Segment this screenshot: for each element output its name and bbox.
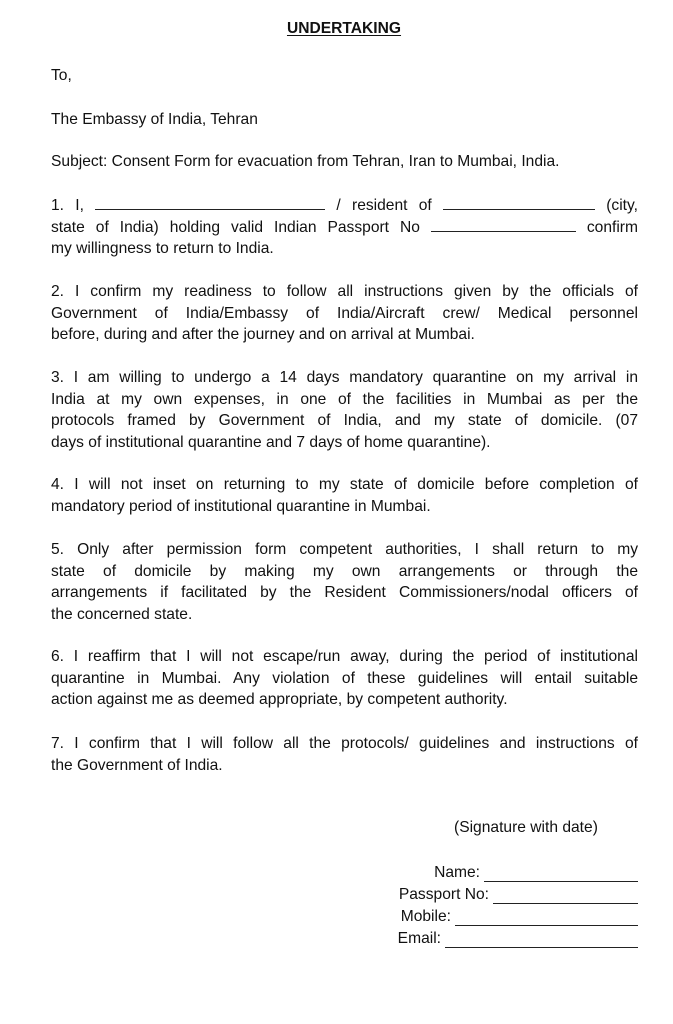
paragraph-6: 6. I reaffirm that I will not escape/run away, during the period of institutional quarantine in Mumbai. Any violation of these guidelines will entail suitable action against me as deemed appropriate, by competent authority. (51, 648, 638, 708)
subject-line: Subject: Consent Form for evacuation from Tehran, Iran to Mumbai, India. (51, 153, 560, 170)
passport-field-row (300, 882, 638, 904)
name-field-line[interactable] (484, 867, 638, 882)
paragraph-7: 7. I confirm that I will follow all the protocols/ guidelines and instructions of the Government of India. (51, 735, 638, 774)
email-label: Email: (397, 930, 441, 947)
signature-label: (Signature with date) (454, 819, 598, 836)
paragraph-1 (51, 195, 638, 260)
mobile-label: Mobile: (400, 908, 451, 925)
paragraph-5: 5. Only after permission form competent authorities, I shall return to my state of domicile by making my own arrangements or through the arrangements if facilitated by the Resident Commissioners/nodal officers of the concerned state. (51, 541, 638, 623)
passport-no-blank[interactable] (431, 217, 576, 232)
name-blank[interactable] (95, 195, 325, 210)
name-field-row (300, 860, 638, 882)
salutation: To, (51, 67, 72, 84)
document-title: UNDERTAKING (286, 20, 402, 37)
paragraph-1-line-2: state of India) holding valid Indian Passport No confirm (51, 218, 638, 236)
paragraph-1-line-3: my willingness to return to India. (51, 240, 274, 257)
paragraph-1-line-1: 1. I, / resident of (city, (51, 197, 638, 214)
paragraph-2: 2. I confirm my readiness to follow all instructions given by the officials of Government of India/Embassy of India/Aircraft crew/ Medical personnel before, during and after the journey and on arrival at Mumbai. (51, 283, 638, 343)
passport-label: Passport No: (398, 886, 489, 903)
mobile-field-row (300, 904, 638, 926)
paragraph-3: 3. I am willing to undergo a 14 days mandatory quarantine on my arrival in India at my own expenses, in one of the facilities in Mumbai as per the protocols framed by Government of India, and my state of domicile. (07 days of institutional quarantine and 7 days of home quarantine). (51, 369, 638, 451)
mobile-field-line[interactable] (455, 911, 638, 926)
paragraph-4: 4. I will not inset on returning to my state of domicile before completion of mandatory period of institutional quarantine in Mumbai. (51, 476, 638, 515)
email-field-row (300, 926, 638, 948)
city-blank[interactable] (443, 195, 595, 210)
name-label: Name: (434, 864, 480, 881)
email-field-line[interactable] (445, 933, 638, 948)
addressee: The Embassy of India, Tehran (51, 111, 258, 128)
passport-field-line[interactable] (493, 889, 638, 904)
